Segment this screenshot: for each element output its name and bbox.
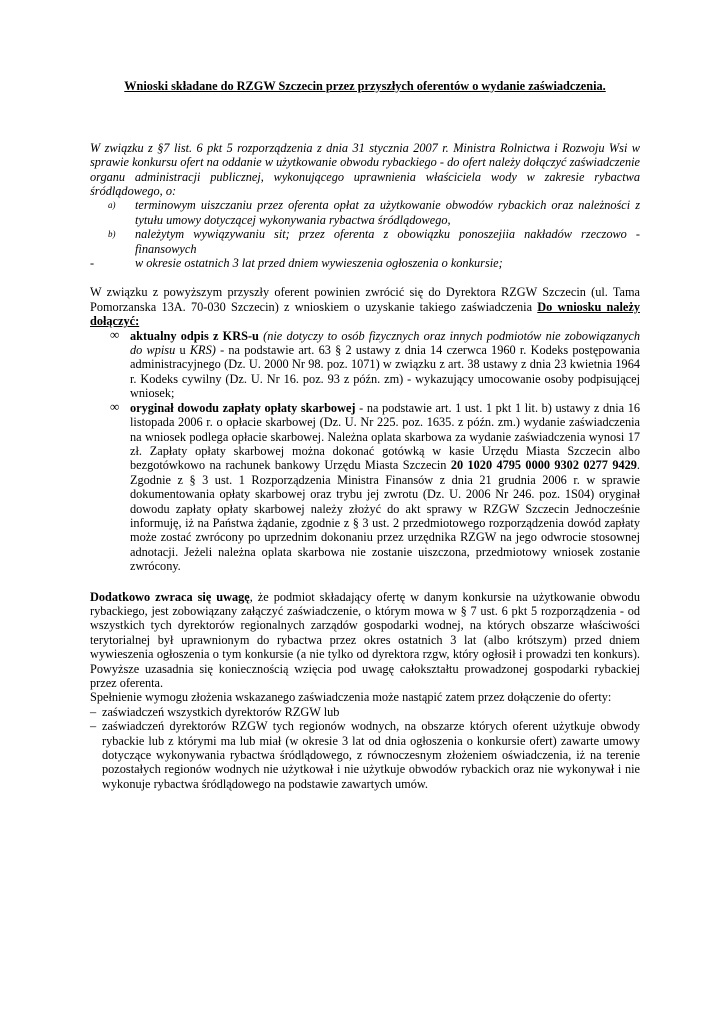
document-page xyxy=(90,80,640,791)
list-marker: b) xyxy=(108,229,116,240)
dash-item-text: zaświadczeń wszystkich dyrektorów RZGW lub xyxy=(102,704,340,719)
dash-marker: – xyxy=(90,719,97,734)
document-title: Wnioski składane do RZGW Szczecin przez przyszłych oferentów o wydanie zaświadczenia. xyxy=(124,79,606,93)
list-item-text: terminowym uiszczaniu przez oferenta opłat za użytkowanie obwodów rybackich oraz należności z tytułu umowy dotyczącej wykonywania rybactwa śródlądowego, xyxy=(135,198,640,227)
fee-text-continued: . Zgodnie z § 3 ust. 1 Rozporządzenia Ministra Finansów z dnia 21 grudnia 2006 r. w sprawie dokumentowania opłaty skarbowej oraz trybu jej zwrotu (Dz. U. 2006 Nr 246. poz. 1S04) oryginał dowodu zapłaty opłaty skarbowej należy złożyć do akt sprawy w RZGW Szczecin Jednocześnie informuję, iż na Państwa żądanie, zgodnie z § 3 ust. 2 przedmiotowego rozporządzenia dowód zapłaty może zostać zwrócony po uprzednim dokonaniu przez urzędnika RZGW na jego odwrocie stosownej adnotacji. Jeżeli należna oplata skarbowa nie zostanie uiszczona, przedmiotowy wniosek zostanie zwrócony. xyxy=(130,458,640,574)
additional-note-paragraph xyxy=(90,590,640,691)
list-marker: - xyxy=(90,256,95,271)
list-marker: a) xyxy=(108,200,116,211)
requirement-paragraph: Spełnienie wymogu złożenia wskazanego zaświadczenia może nastąpić zatem przez dołączenie do oferty: xyxy=(90,690,612,705)
fee-text: - na podstawie art. 1 ust. 1 pkt 1 lit. b) ustawy z dnia 16 listopada 2006 r. o opłacie skarbowej (Dz. U. Nr 225. poz. 1635. z późn. zm.) wydanie zaświadczenia na wniosek podlega opłacie skarbowej. Należna oplata skarbowa za wydanie zaświadczenia wynosi 17 zł. Zapłaty opłaty skarbowej można dokonać gotówką w kasie Urzędu Miasta Szczecin albo bezgotówkowo na rachunek bankowy Urzędu Miasta Szczecin xyxy=(130,400,641,473)
krs-note: (nie dotyczy to osób fizycznych oraz innych podmiotów nie zobowiązanych do wpisu xyxy=(130,328,640,358)
krs-label: aktualny odpis z KRS-u xyxy=(130,328,259,343)
dash-item-1 xyxy=(90,705,640,719)
krs-note-end: KRS) xyxy=(189,343,216,358)
dash-marker: – xyxy=(90,704,97,719)
intro-item-b xyxy=(90,227,640,256)
dash-item-text: zaświadczeń dyrektorów RZGW tych regionów wodnych, na obszarze których oferent użytkuje obwody rybackie lub z którymi ma lub miał (w okresie 3 lat od dnia ogłoszenia o konkursie ofert) zawarte umowy dotyczące wykonywania rybactwa śródlądowego, z równoczesnym złożeniem oświadczenia, iż na terenie pozostałych regionów wodnych nie użytkował i nie użytkuje obwodów rybackich oraz nie wykonywał i nie wykonuje rybactwa śródlądowego na podstawie zawartych umów. xyxy=(102,719,640,791)
krs-text: - na podstawie art. 63 § 2 ustawy z dnia 14 czerwca 1960 r. Kodeks postępowania administracyjnego (Dz. U. 2000 Nr 98. poz. 1071) w związku z art. 38 ustawy z dnia 23 kwietnia 1964 r. Kodeks cywilny (Dz. U. Nr 16. poz. 93 z późn. zm) - wykazujący umocowanie osoby podpisującej wniosek; xyxy=(130,343,641,401)
krs-mid: u xyxy=(179,343,186,358)
attachments-list xyxy=(90,326,641,574)
dash-item-2 xyxy=(90,719,640,791)
intro-item-a xyxy=(90,198,640,227)
infinity-bullet-icon: ∞ xyxy=(110,398,120,414)
request-paragraph xyxy=(90,285,640,328)
attachment-fee-proof xyxy=(90,398,641,574)
request-text: W związku z powyższym przyszły oferent powinien zwrócić się do Dyrektora RZGW Szczecin (ul. Tama Pomorzanska 13A. 70-030 Szczecin) z wnioskiem o uzyskanie takiego zaświadczenia xyxy=(90,285,640,314)
attachments-heading: Do wniosku należy dołączyć: xyxy=(90,299,640,329)
additional-note-label: Dodatkowo zwraca się uwagę xyxy=(90,589,250,604)
intro-item-dash xyxy=(90,256,640,270)
bank-account-number: 20 1020 4795 0000 9302 0277 9429 xyxy=(450,458,637,473)
list-item-text: w okresie ostatnich 3 lat przed dniem wywieszenia ogłoszenia o konkursie; xyxy=(135,256,503,271)
intro-paragraph: W związku z §7 list. 6 pkt 5 rozporządzenia z dnia 31 stycznia 2007 r. Ministra Rolnictwa i Rozwoju Wsi w sprawie konkursu ofert na oddanie w użytkowanie obwodu rybackiego - do ofert należy dołączyć zaświadczenie organu administracji publicznej, wykonującego uprawnienia właściciela wody w zakresie rybactwa śródlądowego, o: xyxy=(90,140,640,199)
attachment-krs xyxy=(90,326,641,401)
additional-note-text: , że podmiot składający ofertę w danym konkursie na użytkowanie obwodu rybackiego, jest zobowiązany załączyć zaświadczenie, o którym mowa w § 7 ust. 6 pkt 5 rozporządzenia - od wszystkich tych dyrektorów regionalnych zarządów gospodarki wodnej, na których obszarze właściwości terytorialnej był uprawnionym do rybactwa przez okres ostatnich 3 lat (albo krótszym) przed dniem wywieszenia ogłoszenia o tym konkursie (a nie tylko od dyrektora rzgw, który ogłosił i prowadzi ten konkurs). Powyższe uzasadnia się koniecznością wzięcia pod uwagę całokształtu prowadzonej gospodarki rybackiej przez oferenta. xyxy=(90,589,640,691)
infinity-bullet-icon: ∞ xyxy=(110,326,120,342)
fee-label: oryginał dowodu zapłaty opłaty skarbowej xyxy=(130,400,356,415)
list-item-text: należytym wywiązywaniu sit; przez oferenta z obowiązku ponoszejiia nakładów rzeczowo - finansowych xyxy=(135,227,640,256)
